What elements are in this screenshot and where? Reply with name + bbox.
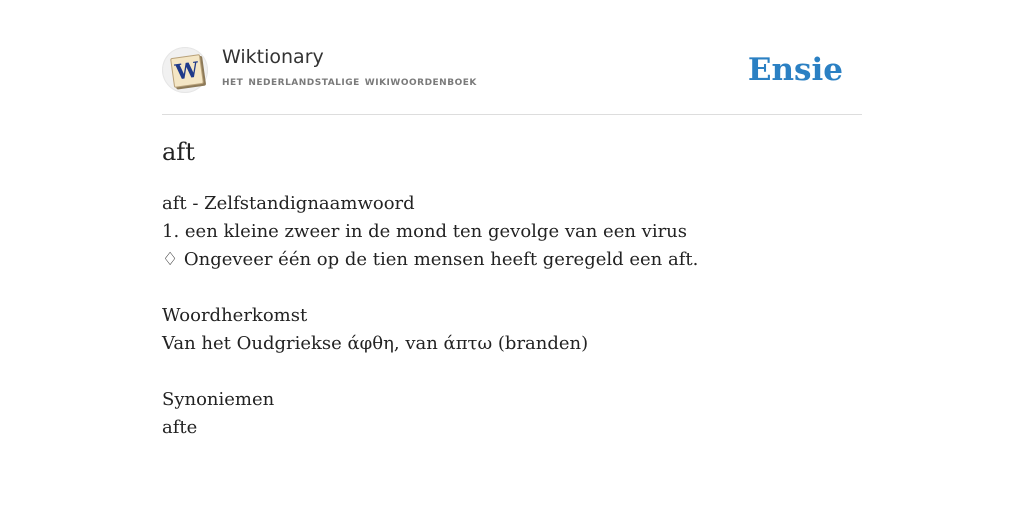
synonyms-heading: Synoniemen (162, 389, 275, 410)
example-line: ♢ Ongeveer één op de tien mensen heeft geregeld een aft. (162, 249, 699, 270)
site-tagline: het nederlandstalige wikiwoordenboek (222, 74, 477, 89)
wiktionary-logo-icon[interactable] (162, 47, 208, 93)
definition-line: 1. een kleine zweer in de mond ten gevolge van een virus (162, 221, 688, 242)
site-header (162, 44, 862, 115)
etymology-text: Van het Oudgriekse άφθη, van άπτω (branden) (162, 333, 589, 354)
logo-tile (170, 54, 204, 88)
part-of-speech-line: aft - Zelfstandignaamwoord (162, 193, 415, 214)
site-name[interactable]: Wiktionary (222, 46, 324, 68)
page-title: aft (162, 138, 195, 166)
etymology-heading: Woordherkomst (162, 305, 308, 326)
blank-line (162, 274, 862, 302)
ensie-brand-logo[interactable]: Ensie (747, 52, 843, 88)
entry-content (162, 190, 862, 442)
blank-line (162, 358, 862, 386)
synonyms-text: afte (162, 417, 198, 438)
logo-letter: W (173, 56, 201, 85)
